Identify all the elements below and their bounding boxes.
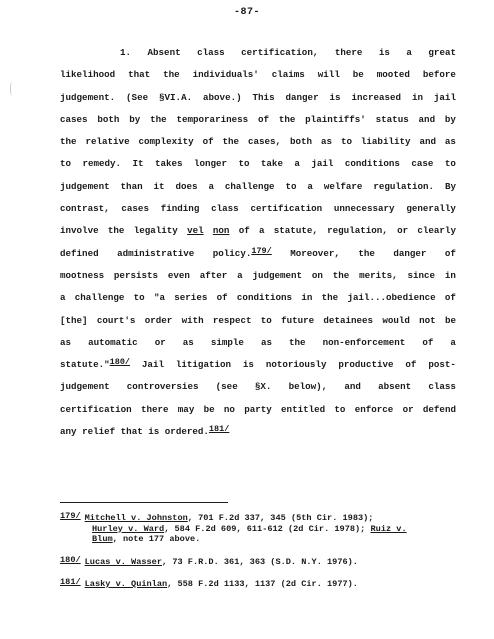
word: a bbox=[294, 158, 300, 170]
word: any bbox=[60, 426, 77, 438]
word: below), bbox=[288, 381, 328, 393]
word: there bbox=[334, 47, 363, 58]
word: class bbox=[211, 203, 239, 215]
word: is bbox=[378, 47, 390, 58]
word: [the] bbox=[60, 314, 88, 326]
word: will bbox=[317, 69, 340, 81]
word: to bbox=[334, 403, 346, 415]
word: take bbox=[260, 158, 283, 170]
footnote-line bbox=[60, 524, 470, 535]
word: great bbox=[428, 47, 456, 58]
word: the bbox=[150, 113, 167, 125]
footnote-number: 181/ bbox=[60, 577, 81, 587]
paragraph-line bbox=[60, 87, 456, 109]
word: in bbox=[444, 269, 456, 281]
margin-mark bbox=[10, 82, 15, 96]
case-name: Lasky v. Quinlan bbox=[84, 579, 168, 589]
paragraph-line bbox=[60, 310, 456, 332]
word: contrast, bbox=[60, 203, 110, 215]
word: of bbox=[444, 247, 456, 259]
footnotes-section bbox=[60, 513, 470, 602]
word: case bbox=[411, 158, 434, 170]
word: the bbox=[60, 136, 77, 148]
word: finding bbox=[160, 203, 200, 215]
word: statute, bbox=[273, 225, 318, 237]
citation-text: , 558 F.2d 1133, 1137 (2d Cir. 1977). bbox=[167, 579, 358, 589]
word: individuals' bbox=[192, 69, 259, 81]
word: defined bbox=[60, 247, 99, 259]
case-name: Ruiz v. bbox=[370, 523, 407, 534]
word: Absent bbox=[147, 47, 181, 58]
word: the bbox=[332, 269, 350, 281]
word: before bbox=[422, 69, 456, 81]
word: temporariness bbox=[176, 113, 249, 125]
word: judgement. bbox=[60, 91, 116, 103]
word: certification, bbox=[241, 47, 319, 58]
word: it bbox=[153, 180, 165, 192]
word: of bbox=[216, 292, 228, 304]
footnote bbox=[60, 554, 470, 568]
word: a bbox=[307, 180, 313, 192]
footnote bbox=[60, 579, 470, 590]
word: to bbox=[260, 314, 272, 326]
paragraph-line bbox=[60, 354, 456, 376]
word: (see bbox=[215, 381, 238, 393]
word: to bbox=[444, 158, 456, 170]
footnote-number: 180/ bbox=[60, 554, 81, 565]
word: a bbox=[450, 336, 456, 348]
word: §X. bbox=[254, 381, 272, 393]
word: court's bbox=[96, 314, 136, 326]
word: of bbox=[422, 336, 434, 348]
word: danger bbox=[285, 91, 319, 103]
word: takes bbox=[154, 158, 183, 170]
word: post- bbox=[428, 359, 456, 371]
word: merits, bbox=[359, 269, 398, 281]
footnote-reference: 180/ bbox=[109, 357, 131, 368]
word: ordered.181/ bbox=[164, 424, 230, 438]
word: the bbox=[107, 225, 125, 237]
word: cases bbox=[121, 203, 149, 215]
paragraph-line bbox=[60, 198, 456, 220]
word: of bbox=[202, 136, 214, 148]
word: generally bbox=[406, 203, 456, 215]
word: since bbox=[407, 269, 436, 281]
word: automatic bbox=[88, 336, 138, 348]
word: relative bbox=[85, 136, 130, 148]
word: absent bbox=[378, 381, 412, 393]
word: by bbox=[444, 113, 456, 125]
word: with bbox=[181, 314, 204, 326]
word: as bbox=[60, 336, 72, 348]
word: defend bbox=[422, 403, 456, 415]
paragraph-line bbox=[60, 399, 456, 421]
word: clearly bbox=[417, 225, 456, 237]
word: non-enforcement bbox=[322, 336, 406, 348]
word: is bbox=[242, 359, 254, 371]
paragraph-line bbox=[60, 287, 456, 309]
word: even bbox=[167, 269, 190, 281]
word: claims bbox=[271, 69, 305, 81]
citation-text: , 73 F.R.D. 361, 363 (S.D. N.Y. 1976). bbox=[162, 556, 358, 567]
word: the bbox=[222, 136, 240, 148]
word: class bbox=[197, 47, 225, 58]
word: litigation bbox=[175, 359, 232, 371]
word: mootness bbox=[60, 269, 105, 281]
footnote-reference: 181/ bbox=[208, 424, 230, 435]
word: above.) bbox=[203, 91, 242, 103]
word: to bbox=[340, 136, 352, 148]
word: detainees bbox=[323, 314, 374, 326]
word: conditions bbox=[344, 158, 400, 170]
word: status bbox=[375, 113, 409, 125]
word: notoriously bbox=[265, 359, 327, 371]
word: cases bbox=[60, 113, 88, 125]
paragraph-line bbox=[60, 42, 456, 64]
word: the bbox=[163, 69, 180, 81]
word: future bbox=[281, 314, 315, 326]
word: danger bbox=[393, 247, 427, 259]
page-number: -87- bbox=[233, 7, 260, 18]
word: conditions bbox=[236, 292, 293, 304]
word: Jail bbox=[141, 359, 164, 371]
word: judgement bbox=[252, 269, 303, 281]
word: no bbox=[223, 403, 235, 415]
word: regulation, bbox=[327, 225, 388, 237]
word: cases, bbox=[247, 136, 282, 148]
word: certification bbox=[250, 203, 323, 215]
word: (See bbox=[126, 91, 149, 103]
word: is bbox=[148, 426, 160, 438]
word: By bbox=[444, 180, 456, 192]
word: would bbox=[382, 314, 410, 326]
word: "a bbox=[153, 292, 165, 304]
word: a bbox=[60, 292, 66, 304]
paragraph-line bbox=[60, 131, 456, 153]
word: to bbox=[285, 180, 297, 192]
word: as bbox=[182, 336, 194, 348]
word: challenge bbox=[224, 180, 275, 192]
word: of bbox=[238, 225, 250, 237]
case-name: Hurley v. Ward bbox=[92, 523, 165, 534]
word: jail bbox=[311, 158, 334, 170]
footnote-reference: 179/ bbox=[251, 245, 272, 256]
word: jail...obedience bbox=[347, 292, 436, 304]
paragraph-line bbox=[60, 376, 456, 398]
word: simple bbox=[210, 336, 244, 348]
paragraph-line bbox=[60, 332, 456, 354]
word: or bbox=[402, 403, 414, 415]
word: after bbox=[199, 269, 228, 281]
word: Moreover, bbox=[290, 247, 340, 259]
word: a bbox=[258, 225, 265, 237]
word: jail bbox=[433, 91, 456, 103]
underlined-word: non bbox=[212, 225, 230, 237]
word: both bbox=[97, 113, 120, 125]
paragraph-line bbox=[60, 243, 456, 265]
word: legality bbox=[133, 225, 178, 237]
word: enforce bbox=[354, 403, 394, 415]
word: 1. bbox=[120, 47, 132, 58]
word: that bbox=[120, 426, 143, 438]
word: in bbox=[301, 292, 313, 304]
word: certification bbox=[60, 403, 132, 415]
word: policy.179/ bbox=[212, 245, 272, 259]
case-name: Mitchell v. Johnston bbox=[84, 513, 188, 523]
paragraph-line bbox=[60, 109, 456, 131]
word: a bbox=[237, 269, 243, 281]
word: on bbox=[311, 269, 323, 281]
word: involve bbox=[60, 225, 99, 237]
word: longer bbox=[193, 158, 228, 170]
case-name: Blum bbox=[92, 534, 113, 544]
word: §VI.A. bbox=[159, 91, 193, 103]
word: and bbox=[418, 113, 436, 125]
word: the bbox=[321, 292, 339, 304]
word: remedy. bbox=[82, 158, 122, 170]
word: a bbox=[406, 47, 412, 58]
word: as bbox=[260, 336, 272, 348]
word: complexity bbox=[138, 136, 194, 148]
word: be bbox=[203, 403, 215, 415]
word: challenge bbox=[74, 292, 125, 304]
footnote-rule bbox=[60, 502, 228, 503]
word: as bbox=[320, 136, 333, 148]
word: order bbox=[144, 314, 173, 326]
word: regulation. bbox=[373, 180, 435, 192]
word: may bbox=[177, 403, 195, 415]
word: persists bbox=[113, 269, 159, 281]
word: and bbox=[419, 136, 436, 148]
word: statute."180/ bbox=[60, 357, 131, 371]
citation-text: , 701 F.2d 337, 345 (5th Cir. 1983); bbox=[187, 513, 374, 523]
word: or bbox=[397, 225, 409, 237]
word: not bbox=[419, 314, 436, 326]
footnote-line bbox=[60, 579, 470, 590]
paragraph-line bbox=[60, 153, 456, 175]
word: respect bbox=[212, 314, 252, 326]
paragraph-line bbox=[60, 265, 456, 287]
word: to bbox=[133, 292, 145, 304]
citation-text: , note 177 above. bbox=[112, 534, 201, 544]
word: increased bbox=[351, 91, 402, 103]
footnote-line bbox=[60, 513, 470, 524]
word: to bbox=[60, 158, 72, 170]
word: productive bbox=[338, 359, 394, 371]
word: as bbox=[444, 136, 456, 148]
case-name: Lucas v. Wasser bbox=[84, 556, 162, 567]
word: series bbox=[174, 292, 208, 304]
word: of bbox=[405, 359, 417, 371]
paragraph-line bbox=[60, 64, 456, 86]
footnote bbox=[60, 513, 470, 545]
footnote-line bbox=[60, 554, 470, 568]
word: controversies bbox=[126, 381, 199, 393]
word: likelihood bbox=[60, 69, 116, 81]
word: This bbox=[252, 91, 275, 103]
word: It bbox=[132, 158, 144, 170]
paragraph-line bbox=[60, 421, 456, 443]
word: in bbox=[411, 91, 423, 103]
word: to bbox=[238, 158, 250, 170]
word: by bbox=[129, 113, 141, 125]
word: relief bbox=[82, 426, 116, 438]
word: liability bbox=[360, 136, 411, 148]
word: be bbox=[444, 314, 456, 326]
word: there bbox=[140, 403, 169, 415]
word: class bbox=[428, 381, 456, 393]
word: judgement bbox=[60, 180, 110, 192]
word: of bbox=[444, 292, 456, 304]
word: the bbox=[358, 247, 375, 259]
paragraph-line bbox=[60, 176, 456, 198]
word: mooted bbox=[376, 69, 410, 81]
word: party bbox=[244, 403, 272, 415]
word: that bbox=[128, 69, 151, 81]
word: and bbox=[344, 381, 361, 393]
word: be bbox=[352, 69, 364, 81]
word: unnecessary bbox=[333, 203, 395, 215]
underlined-word: vel bbox=[187, 225, 204, 237]
word: plaintiffs' bbox=[305, 113, 366, 125]
word: the bbox=[289, 336, 306, 348]
word: welfare bbox=[323, 180, 363, 192]
word: than bbox=[120, 180, 143, 192]
paragraph-line bbox=[60, 220, 456, 242]
word: administrative bbox=[117, 247, 195, 259]
footnote-number: 179/ bbox=[60, 511, 81, 521]
word: judgement bbox=[60, 381, 110, 393]
citation-text: , 584 F.2d 609, 611-612 (2d Cir. 1978); bbox=[164, 523, 371, 534]
body-paragraph bbox=[60, 42, 456, 443]
word: or bbox=[154, 336, 166, 348]
word: of bbox=[257, 113, 269, 125]
footnote-line bbox=[60, 534, 470, 545]
word: is bbox=[329, 91, 341, 103]
word: does bbox=[175, 180, 198, 192]
word: entitled bbox=[281, 403, 326, 415]
word: both bbox=[290, 136, 313, 148]
word: the bbox=[278, 113, 296, 125]
word: a bbox=[208, 180, 214, 192]
